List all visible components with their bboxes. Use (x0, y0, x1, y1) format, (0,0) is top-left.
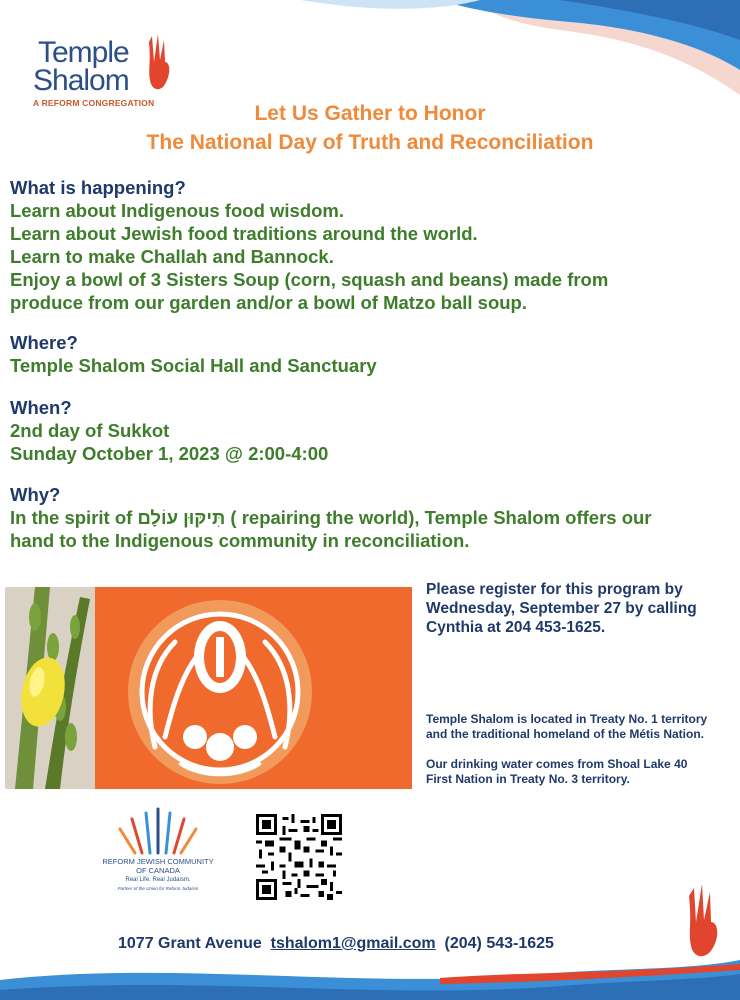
register-line-3: Cynthia at 204 453-1625. (426, 619, 606, 636)
footer-phone: (204) 543-1625 (444, 935, 554, 952)
what-section (10, 176, 730, 314)
decorative-waves-bottom (0, 960, 740, 1000)
what-item: Learn to make Challah and Bannock. (10, 246, 334, 267)
what-item: Enjoy a bowl of 3 Sisters Soup (corn, squash and beans) made from (10, 269, 609, 290)
why-heading: Why? (10, 484, 61, 505)
reform-jewish-community-logo (88, 805, 228, 903)
footer-address: 1077 Grant Avenue (118, 935, 262, 952)
why-section (10, 483, 730, 552)
when-section (10, 396, 730, 465)
register-line-2: Wednesday, September 27 by calling (426, 600, 697, 617)
why-line-1 (10, 506, 730, 529)
why-line-2: hand to the Indigenous community in reconciliation. (10, 530, 470, 551)
land-line-4: First Nation in Treaty No. 3 territory. (426, 772, 630, 786)
sukkot-indigenous-artwork (5, 587, 412, 789)
land-acknowledgement (426, 712, 738, 742)
where-answer: Temple Shalom Social Hall and Sanctuary (10, 355, 377, 376)
rjc-tagline: Real Life. Real Judaism. (125, 877, 191, 883)
water-acknowledgement (426, 757, 738, 787)
register-line-1: Please register for this program by (426, 581, 683, 598)
where-section (10, 331, 730, 377)
title-line-2: The National Day of Truth and Reconciliation (146, 131, 594, 154)
title-line-1: Let Us Gather to Honor (254, 102, 486, 125)
hand-flame-icon (684, 882, 724, 962)
registration-info (426, 580, 738, 637)
qr-code[interactable] (256, 814, 342, 900)
where-heading: Where? (10, 332, 78, 353)
what-item: Learn about Jewish food traditions around the world. (10, 223, 478, 244)
rjc-name-2: OF CANADA (136, 866, 180, 875)
event-illustration (5, 587, 412, 789)
why-suffix: ( repairing the world), Temple Shalom offers our (225, 507, 652, 528)
when-line-2: Sunday October 1, 2023 @ 2:00-4:00 (10, 443, 329, 464)
hand-flame-icon (145, 32, 173, 94)
when-heading: When? (10, 397, 72, 418)
hebrew-tikkun-olam: תִּיקּוּן עוֹלָם (137, 507, 226, 528)
footer-email-link[interactable]: tshalom1@gmail.com (270, 935, 436, 952)
what-item: Learn about Indigenous food wisdom. (10, 200, 345, 221)
land-line-1: Temple Shalom is located in Treaty No. 1 territory (426, 712, 708, 726)
rjc-rays-icon (88, 805, 228, 855)
qr-code-icon (256, 814, 342, 900)
logo-line-temple: Temple (38, 36, 129, 69)
rjc-partner: Partner of the Union for Reform Judaism (117, 886, 199, 891)
when-line-1: 2nd day of Sukkot (10, 420, 170, 441)
contact-footer (118, 935, 554, 953)
land-line-3: Our drinking water comes from Shoal Lake 40 (426, 757, 688, 771)
what-heading: What is happening? (10, 177, 186, 198)
why-prefix: In the spirit of (10, 507, 138, 528)
logo-tagline: A REFORM CONGREGATION (33, 98, 155, 108)
rjc-name-1: REFORM JEWISH COMMUNITY (102, 857, 214, 866)
land-line-2: and the traditional homeland of the Métis Nation. (426, 727, 705, 741)
logo-line-shalom: Shalom (33, 64, 129, 97)
temple-shalom-logo (33, 30, 173, 112)
what-item: produce from our garden and/or a bowl of Matzo ball soup. (10, 292, 527, 313)
